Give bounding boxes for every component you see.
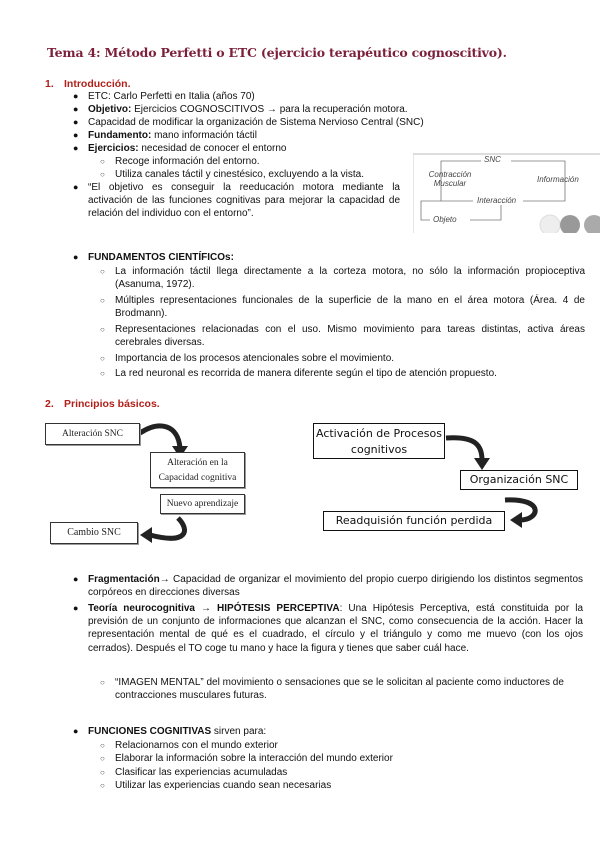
bullet-icon: ●	[73, 252, 79, 262]
circle-bullet-icon: ○	[100, 741, 105, 750]
figure-label-objeto: Objeto	[433, 215, 457, 224]
circle-bullet-icon: ○	[100, 296, 105, 305]
item-text: La información táctil llega directamente a la corteza motora, no sólo la información propioceptiva (Asanuma, 1972).	[115, 266, 585, 291]
circle-bullet-icon: ○	[100, 354, 105, 363]
bullet-icon: ●	[73, 91, 79, 101]
item-text: Ejercicios COGNOSCITIVOS → para la recuperación motora.	[131, 104, 408, 115]
item-bold: Fundamento:	[88, 130, 152, 141]
item-text: Capacidad de modificar la organización de Sistema Nervioso Central (SNC)	[88, 117, 424, 128]
circle-bullet-icon: ○	[100, 157, 105, 166]
item-text: Utiliza canales táctil y cinestésico, excluyendo a la vista.	[115, 169, 365, 180]
item-text: “IMAGEN MENTAL” del movimiento o sensaciones que se le solicitan al paciente como inductores de contracciones musculares futuras.	[115, 677, 564, 702]
bullet-icon: ●	[73, 130, 79, 140]
figure-label-snc: SNC	[484, 155, 501, 164]
bullet-icon: ●	[73, 603, 79, 613]
item-bold: Ejercicios:	[88, 143, 139, 154]
item-text: Recoge información del entorno.	[115, 156, 260, 167]
section-title: Principios básicos.	[64, 398, 160, 410]
item-text: Elaborar la información sobre la interacción del mundo exterior	[115, 753, 393, 764]
bullet-icon: ●	[73, 143, 79, 153]
list-item-funciones	[73, 725, 583, 738]
diagram-box-cambio-snc: Cambio SNC	[50, 522, 138, 544]
diagram-box-organizacion-snc: Organización SNC	[460, 470, 578, 490]
item-text: ETC: Carlo Perfetti en Italia (años 70)	[88, 91, 255, 102]
circle-bullet-icon: ○	[100, 170, 105, 179]
item-text: Relacionarnos con el mundo exterior	[115, 740, 278, 751]
section-number: 2.	[45, 398, 54, 410]
bullet-icon: ●	[73, 117, 79, 127]
item-text: “El objetivo es conseguir la reeducación motora mediante la activación de las funciones cognitivas para mejorar la capacidad de relación del individuo con el entorno”.	[88, 182, 400, 220]
figure-label-interaccion: Interacción	[477, 196, 517, 205]
section-title: Introducción.	[64, 78, 131, 90]
diagram-box-activacion: Activación de Procesos cognitivos	[313, 423, 445, 459]
bullet-icon: ●	[73, 726, 79, 736]
list-item	[73, 573, 583, 599]
item-text: : Una Hipótesis Perceptiva, está constituida por la previsión de un conjunto de informaciones que alcanzan el SNC, como consecuencia de la acción. Hacer la representación mental de qué es el cuadrado, el círculo y el triángulo y como me muevo (con los ojos cerrados). Después el TO coge tu mano y hace la figura y tienes que saber cuál hace.	[88, 603, 584, 654]
item-text: Representaciones relacionadas con el uso. Mismo movimiento para tareas distintas, activa áreas cerebrales diversas.	[115, 324, 585, 349]
circle-bullet-icon: ○	[100, 781, 105, 790]
circle-bullet-icon: ○	[100, 768, 105, 777]
circle-bullet-icon: ○	[100, 325, 105, 334]
item-bold: FUNCIONES COGNITIVAS	[88, 726, 212, 737]
item-bold: Teoría neurocognitiva → HIPÓTESIS PERCEPTIVA	[88, 603, 340, 614]
item-bold: Fragmentación	[88, 574, 160, 585]
diagram-box-alteracion-snc: Alteración SNC	[45, 423, 140, 445]
item-text: Utilizar las experiencias cuando sean necesarias	[115, 780, 332, 791]
diagram-box-nuevo-aprendizaje: Nuevo aprendizaje	[160, 494, 245, 514]
item-text: Clasificar las experiencias acumuladas	[115, 767, 288, 778]
sub-list-item	[100, 752, 585, 765]
sub-list-item	[100, 779, 585, 792]
item-text: La red neuronal es recorrida de manera diferente según el tipo de atención propuesto.	[115, 368, 497, 379]
sub-list-item	[100, 739, 585, 752]
item-bold: Objetivo:	[88, 104, 132, 115]
item-text: Importancia de los procesos atencionales sobre el movimiento.	[115, 353, 395, 364]
circle-bullet-icon: ○	[100, 267, 105, 276]
item-text: Múltiples representaciones funcionales de la superficie de la mano en el área motora (Área. 4 de Brodmann).	[115, 295, 585, 320]
circle-bullet-icon: ○	[100, 369, 105, 378]
bullet-icon: ●	[73, 574, 79, 584]
list-item	[73, 602, 584, 655]
circle-bullet-icon: ○	[100, 754, 105, 763]
figure-label-contraccion: Contracción Muscular	[428, 170, 472, 188]
item-text: sirven para:	[211, 726, 267, 737]
item-text: → Capacidad de organizar el movimiento del propio cuerpo dirigiendo los distintos segmentos corpóreos en direcciones diversas	[88, 574, 583, 599]
figure-label-informacion: Información	[537, 175, 579, 184]
item-text: necesidad de conocer el entorno	[138, 143, 287, 154]
diagram-box-alteracion-capacidad: Alteración en la Capacidad cognitiva	[150, 452, 245, 488]
sub-list-item	[100, 676, 585, 702]
bullet-icon: ●	[73, 182, 79, 192]
section-number: 1.	[45, 78, 54, 90]
page-title: Tema 4: Método Perfetti o ETC (ejercicio terapéutico cognoscitivo).	[47, 45, 507, 60]
item-text: mano información táctil	[151, 130, 257, 141]
diagram-box-readquisicion: Readquisión función perdida	[323, 511, 505, 531]
sub-list-item	[100, 766, 585, 779]
bullet-icon: ●	[73, 104, 79, 114]
item-bold: FUNDAMENTOS CIENTÍFICOs:	[88, 252, 234, 263]
circle-bullet-icon: ○	[100, 678, 105, 687]
